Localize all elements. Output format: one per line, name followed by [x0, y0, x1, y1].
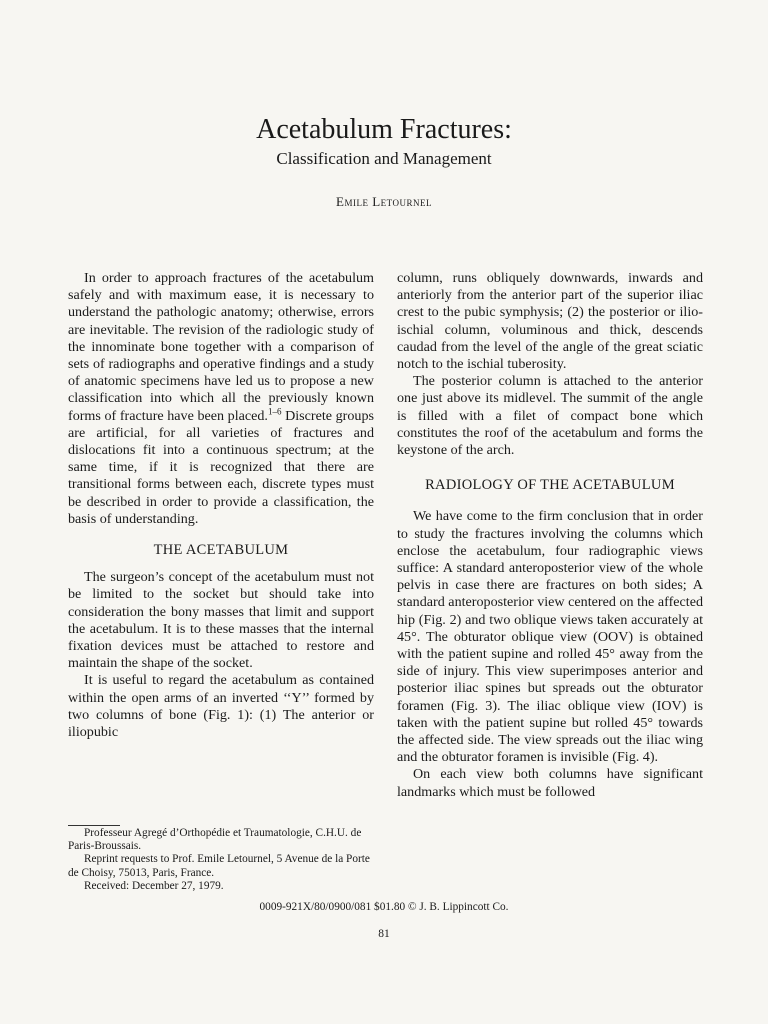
- page-number: 81: [378, 928, 390, 940]
- footnote-affiliation: Professeur Agregé d’Orthopédie et Traumatologie, C.H.U. de Paris-Broussais.: [68, 827, 362, 853]
- body-paragraph: The posterior column is attached to the anterior one just above its midlevel. The summit of the angle is filled with a filet of compact bone which constitutes the roof of the acetabulum and forms the keystone of the arch.: [397, 373, 703, 459]
- footnote-reprint: Reprint requests to Prof. Emile Letournel, 5 Avenue de la Porte de Choisy, 75013, Paris, France.: [68, 853, 370, 879]
- article-title: Acetabulum Fractures:: [256, 114, 512, 145]
- footnote-divider: [68, 825, 120, 826]
- intro-paragraph: [68, 270, 374, 528]
- right-column: [397, 270, 703, 801]
- section-heading-radiology: RADIOLOGY OF THE ACETABULUM: [425, 477, 675, 494]
- section-heading-acetabulum: THE ACETABULUM: [153, 542, 289, 559]
- copyright-line: 0009-921X/80/0900/081 $01.80 © J. B. Lippincott Co.: [259, 901, 509, 913]
- body-paragraph: column, runs obliquely downwards, inwards and anteriorly from the anterior part of the superior iliac crest to the pubic symphysis; (2) the posterior or ilio-ischial column, voluminous and thick, descends caudad from the level of the angle of the great sciatic notch to the ischial tuberosity.: [397, 270, 703, 373]
- intro-text-part2: Discrete groups are artificial, for all varieties of fractures and dislocations fit into a continuous spectrum; at the same time, if it is recognized that there are transitional forms between each, discrete types must be described in order to provide a classification, the basis of understanding.: [68, 407, 374, 527]
- body-paragraph: The surgeon’s concept of the acetabulum must not be limited to the socket but should take into consideration the bony masses that limit and support the acetabulum. It is to these masses that the internal fixation devices must be attached to restore and maintain the shape of the socket.: [68, 569, 374, 672]
- author-name: Emile Letournel: [336, 194, 432, 209]
- body-paragraph: On each view both columns have significant landmarks which must be followed: [397, 766, 703, 800]
- left-column: [68, 270, 374, 741]
- footnote-received: Received: December 27, 1979.: [84, 879, 224, 892]
- intro-text-part1: In order to approach fractures of the acetabulum safely and with maximum ease, it is necessary to understand the pathologic anatomy; otherwise, errors are inevitable. The revision of the radiologic study of the innominate bone together with a comparison of sets of radiographs and operative findings and a study of anatomic specimens have led us to propose a new classification into which all the previously known forms of fracture have been placed.: [68, 270, 374, 424]
- footnotes: [68, 827, 374, 893]
- body-paragraph: We have come to the firm conclusion that in order to study the fractures involving the columns which enclose the acetabulum, four radiographic views suffice: A standard anteroposterior view of the whole pelvis in case there are fractures on both sides; A standard anteroposterior view centered on the affected hip (Fig. 2) and two oblique views taken accurately at 45°. The obturator oblique view (OOV) is obtained with the patient supine and rolled 45° away from the side of injury. This view superimposes anterior and posterior iliac spines but spreads out the obturator foramen (Fig. 3). The iliac oblique view (IOV) is taken with the patient supine but rolled 45° towards the affected side. The view spreads out the iliac wing and the obturator foramen is invisible (Fig. 4).: [397, 508, 703, 766]
- body-paragraph: It is useful to regard the acetabulum as contained within the open arms of an inverted ‘‘Y’’ formed by two columns of bone (Fig. 1): (1) The anterior or iliopubic: [68, 672, 374, 741]
- article-subtitle: Classification and Management: [276, 149, 492, 168]
- citation-superscript: 1–6: [267, 405, 282, 416]
